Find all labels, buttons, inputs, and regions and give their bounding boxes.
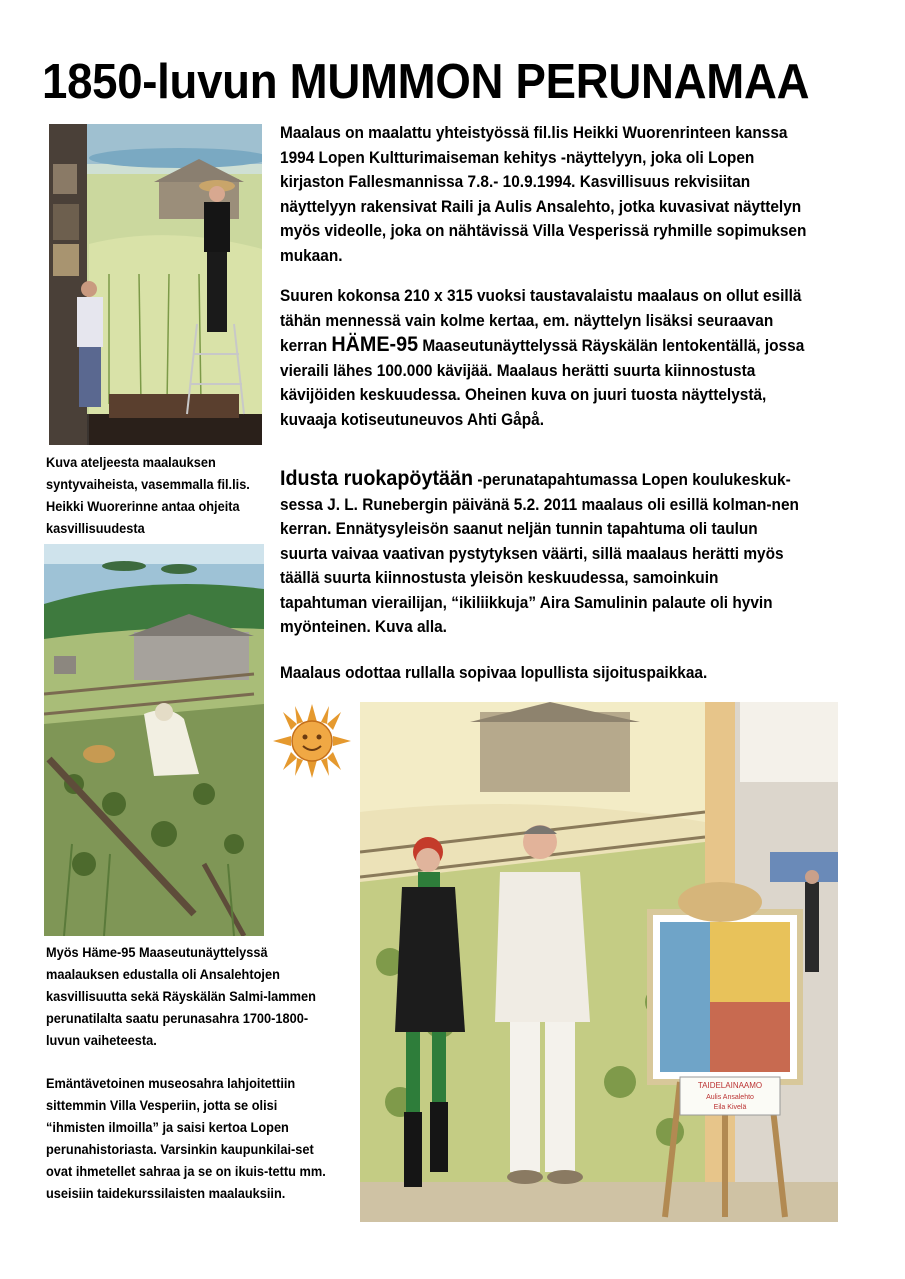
painting-detail-photo — [44, 544, 264, 936]
sign-line-2: Aulis Ansalehto — [706, 1094, 754, 1101]
caption-studio: Kuva ateljeesta maalauksen syntyvaiheista, vasemmalla fil.lis. Heikki Wuorerinne antaa ohjeita kasvillisuudesta — [46, 455, 250, 536]
paragraph-waiting: Maalaus odottaa rullalla sopivaa lopullista sijoituspaikkaa. — [280, 664, 708, 682]
sun-face-icon — [273, 704, 351, 778]
caption-hame95: Myös Häme-95 Maaseutunäyttelyssä maalauksen edustalla oli Ansalehtojen kasvillisuutta sekä Räyskälän Salmi-lammen perunatilalta saatu perunasahra 1700-1800-luvun vaiheteesta. — [46, 945, 316, 1048]
paragraph-event-text: -perunatapahtumassa Lopen koulukeskuk-sessa J. L. Runebergin päivänä 5.2. 2011 maalaus oli esillä kolman-nen kerran. Ennätysyleisön saanut neljän tunnin tapahtuma oli taulun suurta vaivaa vaativan pystytyksen väärti, sillä maalaus herätti myös täällä suurta kiinnostusta yleisön keskuudessa, samoinkuin tapahtuman vierailijan, “ikiliikkuja” Aira Samulinin palaute oli hyvin myönteinen. Kuva alla. — [280, 471, 799, 636]
event-title-highlight: Idusta ruokapöytään — [280, 467, 474, 490]
studio-photo — [49, 124, 262, 445]
paragraph-exhibitions-text-a: Suuren kokonsa 210 x 315 vuoksi taustavalaistu maalaus on ollut esillä tähän mennessä vain kolme kertaa, em. näyttelyn lisäksi seuraavan kerran — [280, 287, 802, 355]
paragraph-exhibitions — [280, 284, 806, 432]
sign-line-1: TAIDELAINAAMO — [697, 1081, 763, 1090]
event-photo — [360, 702, 838, 1222]
hame95-highlight: HÄME-95 — [331, 333, 419, 356]
sign-line-3: Eila Kivelä — [713, 1104, 747, 1111]
paragraph-exhibitions-text-b: Maaseutunäyttelyssä Räyskälän lentokentällä, jossa vieraili lähes 100.000 kävijää. Maalaus herätti suurta kiinnostusta kävijöiden keskuudessa. Oheinen kuva on juuri tuosta näyttelystä, kuvaaja kotiseutuneuvos Ahti Gåpå. — [280, 337, 805, 429]
paragraph-intro: Maalaus on maalattu yhteistyössä fil.lis Heikki Wuorenrinteen kanssa 1994 Lopen Kultturimaiseman kehitys -näyttelyyn, joka oli Lopen kirjaston Fallesmannissa 7.8.- 10.9.1994. Kasvillisuus rekvisiitan näyttelyyn rakensivat Raili ja Aulis Ansalehto, jotka kuvasivat näyttelyn myös videolle, joka on nähtävissä Villa Vesperissä ryhmille sopimuksen mukaan. — [280, 124, 807, 265]
caption-museum-plough: Emäntävetoinen museosahra lahjoitettiin sittemmin Villa Vesperiin, jotta se olisi “ihmisten ilmoilla” ja saisi kertoa Lopen perunahistoriasta. Varsinkin kaupunkilai-set ovat ihmetellet sahraa ja se on ikuis-tettu mm. useisiin taidekurssilaisten maalauksiin. — [46, 1076, 326, 1201]
page-title: 1850-luvun MUMMON PERUNAMAA — [42, 55, 810, 109]
paragraph-event — [280, 467, 806, 640]
